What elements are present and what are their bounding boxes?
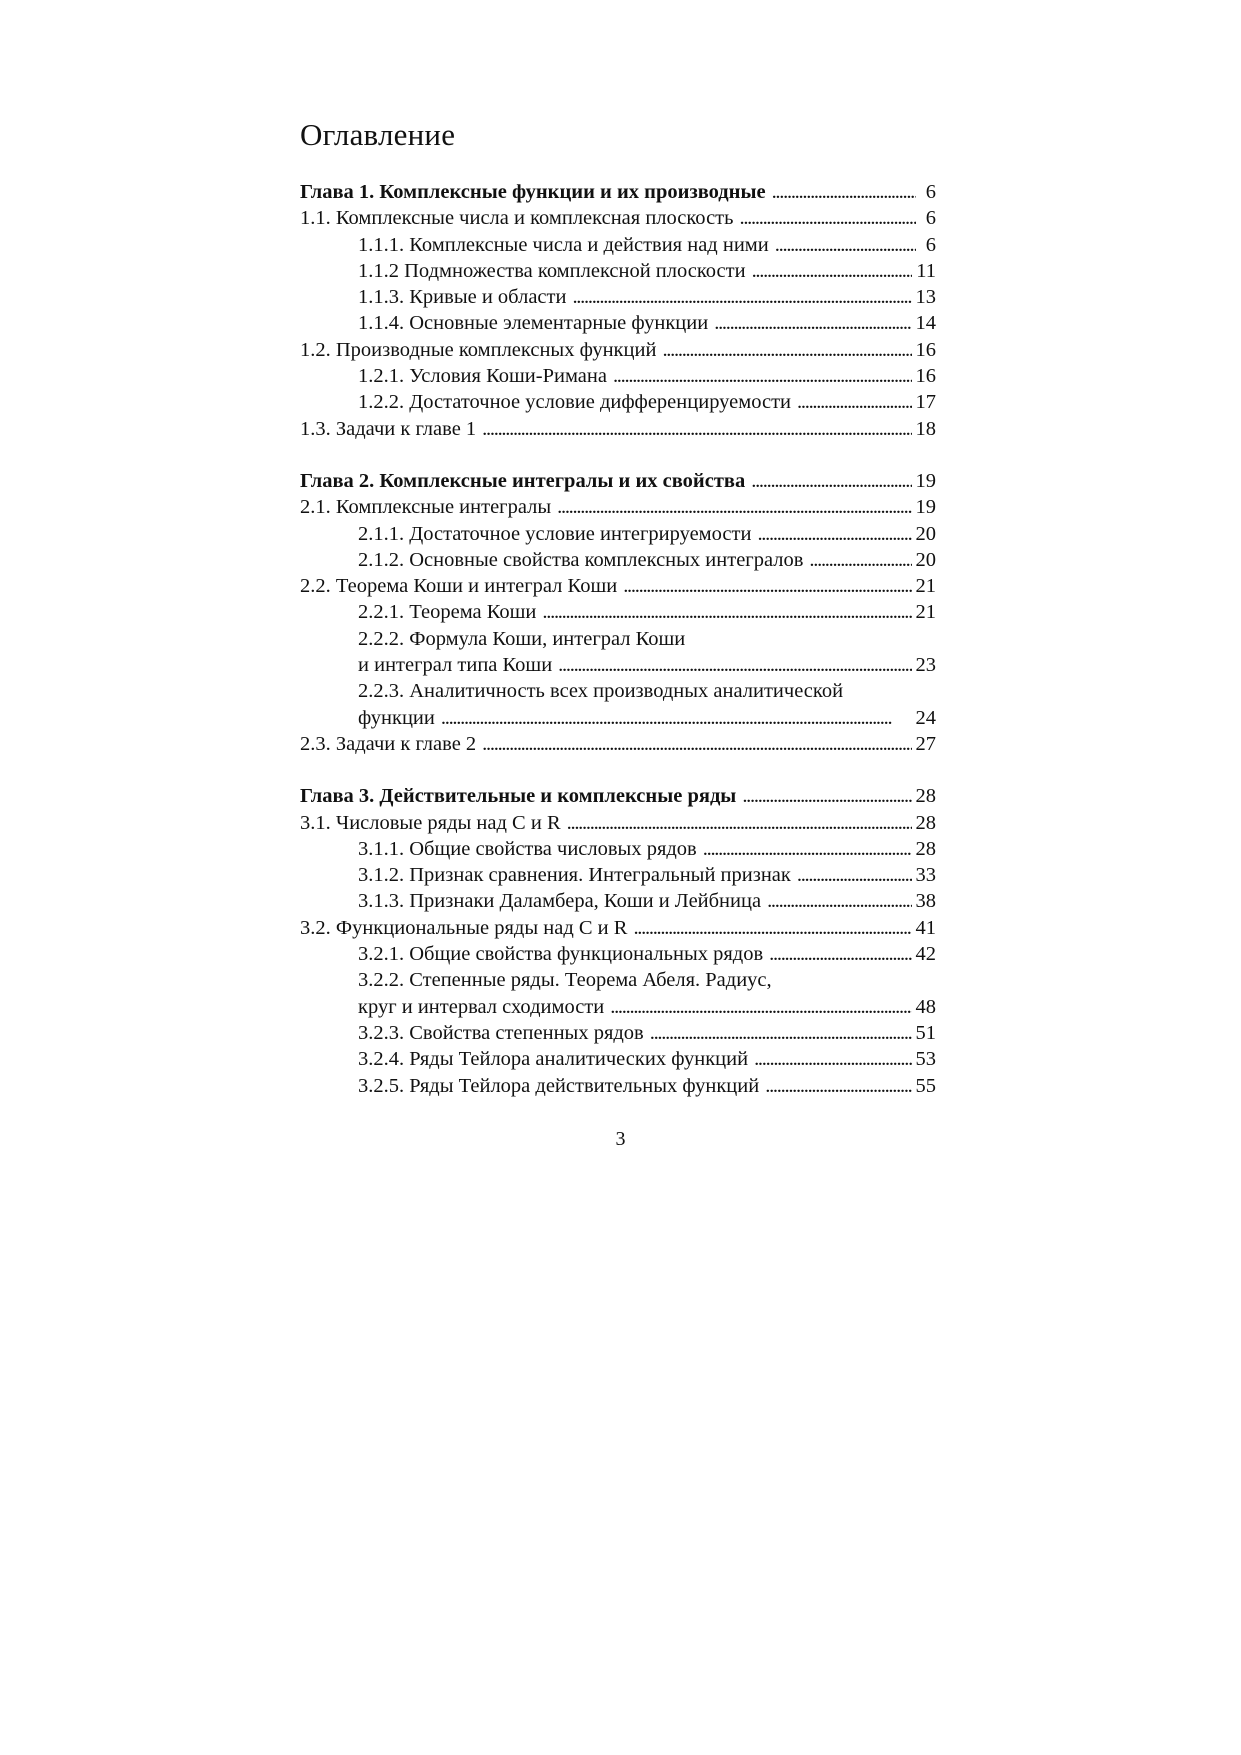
toc-section-entry[interactable]: [300, 494, 936, 520]
dot-leader: [714, 310, 911, 336]
toc-section-entry[interactable]: [300, 205, 936, 231]
toc-section-entry[interactable]: [300, 915, 936, 941]
footer-page-number: 3: [615, 1128, 626, 1150]
toc-entry-label: 3.2.5. Ряды Тейлора действительных функций: [358, 1074, 760, 1097]
page-title: Оглавление: [300, 117, 456, 152]
toc-entry-page: 38: [915, 890, 936, 913]
chapter-block: [300, 468, 936, 757]
toc-entry-page: 6: [925, 181, 936, 203]
toc-entry-page: 16: [915, 365, 936, 388]
toc-entry-page: 48: [915, 995, 936, 1018]
toc-entry-page: 20: [915, 522, 936, 545]
chapter-heading[interactable]: [300, 179, 936, 205]
toc-section-entry[interactable]: [300, 416, 936, 442]
toc-subsection-entry[interactable]: [300, 862, 936, 888]
toc-entry-label: 3.1.1. Общие свойства числовых рядов: [358, 837, 697, 860]
toc-entry-page: 33: [915, 864, 936, 887]
toc-section-entry[interactable]: [300, 731, 936, 757]
toc-subsection-entry[interactable]: [300, 1073, 936, 1099]
dot-leader: [623, 573, 911, 599]
toc-entry-label: 2.2.1. Теорема Коши: [358, 601, 537, 624]
toc-entry-label: 1.1.4. Основные элементарные функции: [358, 312, 709, 335]
dot-leader: [809, 547, 911, 573]
toc-entry-label: 2.1. Комплексные интегралы: [300, 496, 552, 519]
toc-entry-page: 21: [915, 601, 936, 624]
toc-section-entry[interactable]: [300, 810, 936, 836]
toc-entry-label: 3.2.4. Ряды Тейлора аналитических функций: [358, 1048, 749, 1071]
chapter-block: [300, 179, 936, 442]
toc-entry-label: Глава 2. Комплексные интегралы и их свойства: [300, 469, 746, 492]
toc-subsection-entry[interactable]: [300, 599, 936, 625]
toc-entry-page: 27: [915, 732, 936, 755]
toc-subsection-entry[interactable]: [300, 888, 936, 914]
dot-leader: [751, 468, 911, 494]
dot-leader: [767, 888, 911, 914]
toc-entry-page: 28: [915, 811, 936, 834]
dot-leader: [633, 915, 911, 941]
toc-entry-page: 6: [925, 207, 936, 230]
toc-entry-page: 11: [916, 259, 936, 282]
toc-entry-page: 6: [925, 233, 936, 256]
toc-subsection-entry[interactable]: [300, 284, 936, 310]
dot-leader: [542, 599, 911, 625]
dot-leader: [558, 652, 911, 678]
toc-entry-label: круг и интервал сходимости: [358, 995, 605, 1018]
toc-entry-page: 20: [915, 548, 936, 571]
toc-entry-label: 3.1. Числовые ряды над C и R: [300, 811, 561, 834]
dot-leader: [557, 494, 911, 520]
toc-entry-first-line: 2.2.3. Аналитичность всех производных аналитической: [358, 680, 844, 703]
table-of-contents: [300, 179, 936, 1125]
toc-entry-label: 1.1.3. Кривые и области: [358, 286, 567, 309]
dot-leader: [567, 810, 912, 836]
toc-entry-label: 2.2. Теорема Коши и интеграл Коши: [300, 575, 618, 598]
toc-entry-page: 28: [915, 837, 936, 860]
toc-entry-label: Глава 1. Комплексные функции и их производные: [300, 181, 766, 203]
toc-subsection-entry[interactable]: [300, 941, 936, 967]
toc-entry-page: 17: [915, 391, 936, 414]
dot-leader: [650, 1020, 912, 1046]
dot-leader: [754, 1046, 911, 1072]
toc-entry-label: 2.1.2. Основные свойства комплексных интегралов: [358, 548, 804, 571]
dot-leader: [613, 363, 912, 389]
toc-entry-label: 3.2.3. Свойства степенных рядов: [358, 1021, 644, 1044]
toc-entry-first-line: 3.2.2. Степенные ряды. Теорема Абеля. Радиус,: [358, 969, 772, 992]
dot-leader: [662, 337, 911, 363]
toc-entry-label: функции: [358, 706, 435, 729]
toc-entry-page: 23: [915, 654, 936, 677]
toc-entry-label: и интеграл типа Коши: [358, 654, 553, 677]
toc-entry-page: 24: [915, 706, 936, 729]
dot-leader: [610, 994, 911, 1020]
toc-entry-page: 41: [915, 916, 936, 939]
toc-entry-label: 3.1.2. Признак сравнения. Интегральный признак: [358, 864, 791, 887]
dot-leader: [482, 416, 911, 442]
toc-entry-page: 14: [915, 312, 936, 335]
toc-entry-page: 53: [915, 1048, 936, 1071]
toc-subsection-entry[interactable]: [300, 232, 936, 258]
toc-entry-label: 1.1.1. Комплексные числа и действия над ними: [358, 233, 769, 256]
toc-entry-label: 2.1.1. Достаточное условие интегрируемости: [358, 522, 752, 545]
toc-section-entry[interactable]: [300, 573, 936, 599]
dot-leader: [772, 179, 916, 205]
toc-subsection-entry[interactable]: [300, 705, 936, 731]
dot-leader: [757, 521, 911, 547]
toc-entry-label: 2.3. Задачи к главе 2: [300, 732, 477, 755]
dot-leader: [752, 258, 913, 284]
chapter-block: [300, 783, 936, 1099]
toc-entry-label: 1.2.2. Достаточное условие дифференцируемости: [358, 391, 792, 414]
toc-entry-page: 51: [915, 1021, 936, 1044]
toc-subsection-entry[interactable]: [300, 521, 936, 547]
dot-leader: [797, 862, 912, 888]
dot-leader: [572, 284, 911, 310]
toc-entry-page: 19: [915, 469, 936, 492]
toc-entry-first-line: 2.2.2. Формула Коши, интеграл Коши: [358, 627, 686, 650]
toc-entry-label: 3.2. Функциональные ряды над C и R: [300, 916, 628, 939]
toc-subsection-entry[interactable]: [300, 994, 936, 1020]
toc-entry-page: 21: [915, 575, 936, 598]
toc-subsection-entry[interactable]: [300, 310, 936, 336]
toc-entry-label: 1.1. Комплексные числа и комплексная плоскость: [300, 207, 734, 230]
toc-entry-label: 1.1.2 Подмножества комплексной плоскости: [358, 259, 746, 282]
toc-entry-page: 42: [915, 943, 936, 966]
toc-subsection-entry[interactable]: [300, 836, 936, 862]
dot-leader: [775, 232, 916, 258]
dot-leader: [739, 205, 916, 231]
chapter-heading[interactable]: [300, 468, 936, 494]
toc-entry-label: 1.2.1. Условия Коши-Римана: [358, 365, 607, 388]
toc-subsection-entry[interactable]: [300, 258, 936, 284]
dot-leader: [441, 705, 912, 731]
dot-leader: [482, 731, 911, 757]
toc-entry-page: 18: [915, 417, 936, 440]
toc-entry-label: Глава 3. Действительные и комплексные ряды: [300, 785, 737, 808]
toc-entry-label: 3.2.1. Общие свойства функциональных рядов: [358, 943, 764, 966]
dot-leader: [765, 1073, 911, 1099]
toc-subsection-entry[interactable]: [300, 389, 936, 415]
toc-section-entry[interactable]: [300, 337, 936, 363]
dot-leader: [703, 836, 912, 862]
toc-subsection-entry[interactable]: [300, 363, 936, 389]
toc-subsection-entry[interactable]: [300, 652, 936, 678]
toc-entry-page: 13: [915, 286, 936, 309]
dot-leader: [769, 941, 911, 967]
toc-entry-page: 28: [915, 785, 936, 808]
toc-entry-label: 1.3. Задачи к главе 1: [300, 417, 477, 440]
dot-leader: [742, 783, 911, 809]
dot-leader: [797, 389, 911, 415]
chapter-heading[interactable]: [300, 783, 936, 809]
toc-entry-page: 55: [915, 1074, 936, 1097]
toc-entry-page: 16: [915, 338, 936, 361]
toc-subsection-entry[interactable]: [300, 1046, 936, 1072]
toc-subsection-entry[interactable]: [300, 547, 936, 573]
toc-entry-label: 1.2. Производные комплексных функций: [300, 338, 657, 361]
toc-entry-page: 19: [915, 496, 936, 519]
toc-subsection-entry[interactable]: [300, 1020, 936, 1046]
toc-entry-label: 3.1.3. Признаки Даламбера, Коши и Лейбница: [358, 890, 762, 913]
